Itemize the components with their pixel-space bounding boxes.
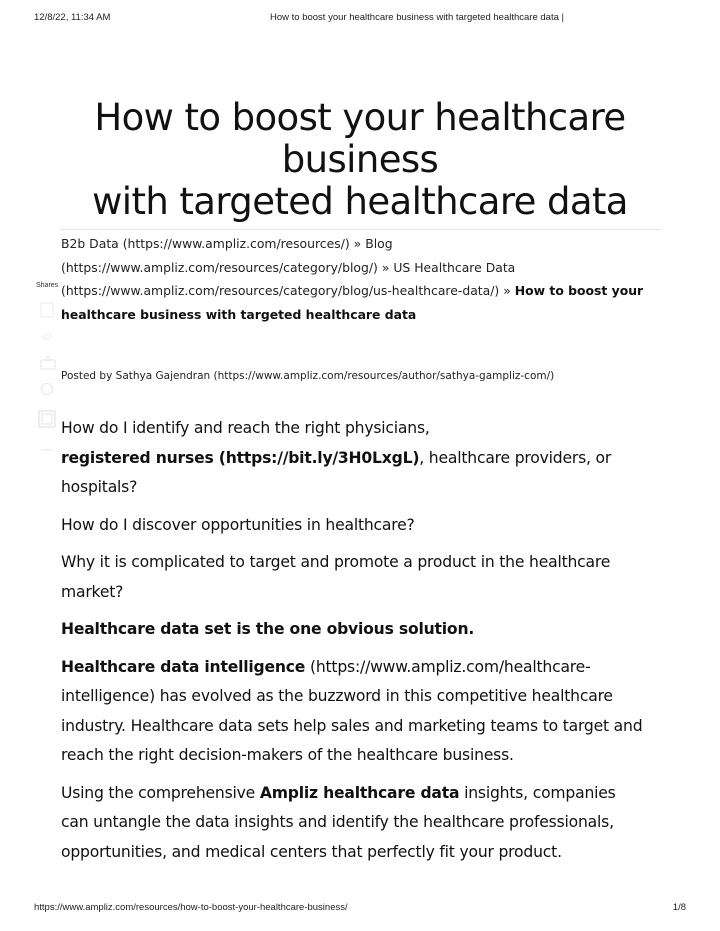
p6-text-end: insights, companies can untangle the data insights and identify the healthcare professionals, opportunities, and medical centers that perfectly fit your product.: [61, 783, 616, 861]
shares-label: Shares: [36, 282, 59, 289]
article-title: [40, 97, 680, 223]
breadcrumb-us-healthcare-data[interactable]: US Healthcare Data (https://www.ampliz.com/resources/category/blog/us-healthcare-data/): [61, 259, 516, 298]
facebook-icon[interactable]: [40, 302, 54, 323]
paragraph: [61, 653, 646, 771]
breadcrumb-separator: »: [377, 259, 394, 275]
ampliz-healthcare-data-text: Ampliz healthcare data: [259, 783, 460, 802]
print-date: 12/8/22, 11:34 AM: [34, 12, 111, 23]
paragraph: How do I discover opportunities in healthcare?: [61, 515, 415, 534]
posted-by-prefix: Posted by: [61, 370, 116, 382]
print-icon[interactable]: [40, 440, 54, 458]
print-page-title: How to boost your healthcare business with targeted healthcare data |: [270, 12, 564, 23]
pinterest-icon[interactable]: [40, 382, 54, 401]
healthcare-data-intelligence-link[interactable]: Healthcare data intelligence (https://www.ampliz.com/healthcare-intelligence): [61, 657, 591, 705]
paragraph: [61, 414, 671, 503]
p6-text: Using the comprehensive: [61, 783, 260, 802]
article-title-line2: with targeted healthcare data: [92, 180, 628, 223]
paragraph: Why it is complicated to target and promote a product in the healthcare market?: [61, 553, 611, 601]
email-icon[interactable]: [38, 410, 56, 433]
page-number: 1/8: [672, 902, 686, 913]
breadcrumb-blog[interactable]: Blog (https://www.ampliz.com/resources/category/blog/): [61, 236, 393, 275]
paragraph: [61, 779, 636, 868]
title-divider: [60, 229, 661, 230]
posted-by: [61, 370, 554, 382]
registered-nurses-link[interactable]: registered nurses (https://bit.ly/3H0LxgL): [61, 448, 420, 467]
p1-text-end: , healthcare providers, or hospitals?: [61, 448, 612, 496]
breadcrumb: [61, 232, 661, 326]
print-url: https://www.ampliz.com/resources/how-to-boost-your-healthcare-business/: [34, 902, 348, 913]
breadcrumb-separator: »: [499, 283, 515, 298]
linkedin-icon[interactable]: [40, 356, 56, 375]
article-body: [61, 414, 671, 875]
breadcrumb-current: How to boost your healthcare business with targeted healthcare data: [61, 283, 644, 322]
breadcrumb-b2b-data[interactable]: B2b Data (https://www.ampliz.com/resources/): [61, 236, 350, 251]
breadcrumb-separator: »: [349, 236, 366, 251]
author-link[interactable]: Sathya Gajendran (https://www.ampliz.com/resources/author/sathya-gampliz-com/): [115, 370, 555, 382]
print-header: [34, 12, 686, 26]
twitter-icon[interactable]: [40, 330, 54, 349]
article-title-line1: How to boost your healthcare business: [94, 96, 626, 181]
print-footer: [34, 902, 686, 916]
paragraph-bold: Healthcare data set is the one obvious solution.: [61, 620, 475, 638]
p5-text: has evolved as the buzzword in this competitive healthcare industry. Healthcare data sets help sales and marketing teams to target and reach the right decision-makers of the healthcare business.: [61, 687, 643, 764]
p1-text: How do I identify and reach the right physicians,: [61, 419, 430, 437]
